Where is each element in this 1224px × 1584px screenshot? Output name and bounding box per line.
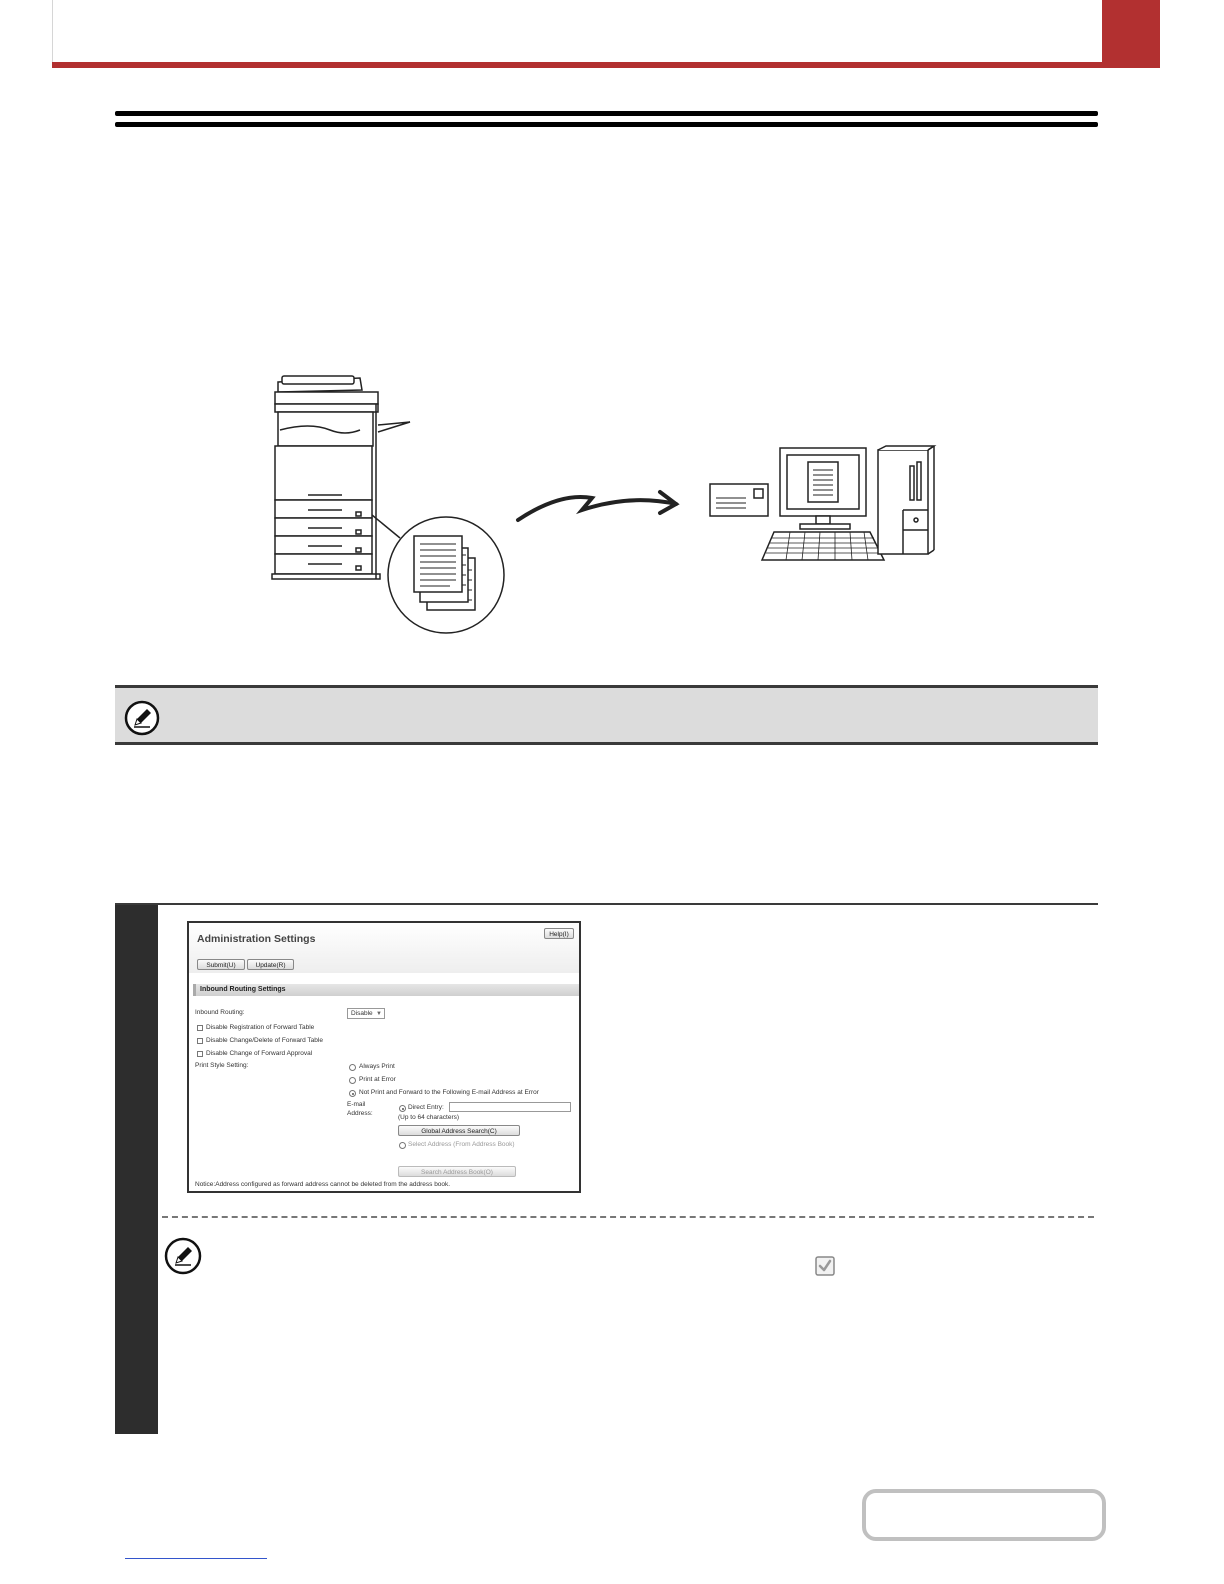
search-address-book-button[interactable]: Search Address Book(O) bbox=[398, 1166, 516, 1177]
section-header: Inbound Routing Settings bbox=[193, 984, 579, 996]
update-button[interactable]: Update(R) bbox=[247, 959, 294, 970]
global-address-search-button[interactable]: Global Address Search(C) bbox=[398, 1125, 520, 1136]
admin-page-title: Administration Settings bbox=[197, 933, 316, 945]
disable-forward-approval-label: Disable Change of Forward Approval bbox=[206, 1050, 313, 1057]
step-number-sidebar bbox=[115, 905, 158, 1434]
note-box bbox=[115, 685, 1098, 745]
inbound-routing-illustration bbox=[260, 370, 960, 640]
document-stack-callout-icon bbox=[372, 515, 504, 633]
print-style-label: Print Style Setting: bbox=[195, 1062, 249, 1069]
always-print-label: Always Print bbox=[359, 1063, 395, 1070]
disable-registration-label: Disable Registration of Forward Table bbox=[206, 1024, 315, 1031]
notice-text: Notice:Address configured as forward address cannot be deleted from the address book. bbox=[195, 1181, 451, 1188]
email-address-label-1: E-mail bbox=[347, 1101, 366, 1108]
page-header bbox=[52, 0, 1160, 68]
chapter-tab[interactable] bbox=[1102, 0, 1160, 68]
always-print-radio[interactable] bbox=[349, 1064, 356, 1071]
title-rule-bottom bbox=[115, 122, 1098, 127]
checked-checkbox-icon bbox=[815, 1256, 835, 1276]
title-rule-top bbox=[115, 111, 1098, 116]
header-accent-line bbox=[52, 62, 1102, 68]
dashed-divider bbox=[162, 1216, 1094, 1218]
direct-entry-hint: (Up to 64 characters) bbox=[398, 1114, 460, 1121]
administration-settings-screenshot bbox=[187, 921, 581, 1193]
header-left-rule bbox=[52, 0, 53, 64]
bottom-link-underline[interactable] bbox=[125, 1558, 267, 1559]
multifunction-printer-icon bbox=[272, 376, 410, 579]
email-address-label-2: Address: bbox=[347, 1110, 373, 1117]
direct-entry-label: Direct Entry: bbox=[408, 1104, 444, 1111]
inbound-routing-label: Inbound Routing: bbox=[195, 1009, 245, 1016]
select-address-label: Select Address (From Address Book) bbox=[408, 1141, 515, 1148]
chevron-down-icon: ▼ bbox=[376, 1011, 382, 1017]
select-address-radio[interactable] bbox=[399, 1142, 406, 1149]
computer-icon bbox=[762, 446, 934, 560]
submit-button[interactable]: Submit(U) bbox=[197, 959, 245, 970]
page-navigation-button[interactable] bbox=[862, 1489, 1106, 1541]
direct-entry-input[interactable] bbox=[449, 1102, 571, 1112]
disable-forward-approval-checkbox[interactable] bbox=[197, 1051, 203, 1057]
print-at-error-label: Print at Error bbox=[359, 1076, 396, 1083]
step-top-rule bbox=[115, 903, 1098, 905]
forward-at-error-radio[interactable] bbox=[349, 1090, 356, 1097]
inbound-routing-value: Disable bbox=[351, 1010, 373, 1017]
direct-entry-radio[interactable] bbox=[399, 1105, 406, 1112]
pencil-note-icon bbox=[124, 700, 160, 736]
pencil-note-icon bbox=[164, 1237, 202, 1275]
help-button[interactable]: Help(I) bbox=[544, 928, 574, 939]
transmission-arrow-icon bbox=[518, 492, 676, 520]
print-at-error-radio[interactable] bbox=[349, 1077, 356, 1084]
email-envelope-icon bbox=[710, 484, 768, 516]
forward-at-error-label: Not Print and Forward to the Following E-mail Address at Error bbox=[359, 1089, 539, 1096]
disable-registration-checkbox[interactable] bbox=[197, 1025, 203, 1031]
disable-change-delete-label: Disable Change/Delete of Forward Table bbox=[206, 1037, 323, 1044]
inbound-routing-select[interactable] bbox=[347, 1008, 385, 1019]
disable-change-delete-checkbox[interactable] bbox=[197, 1038, 203, 1044]
